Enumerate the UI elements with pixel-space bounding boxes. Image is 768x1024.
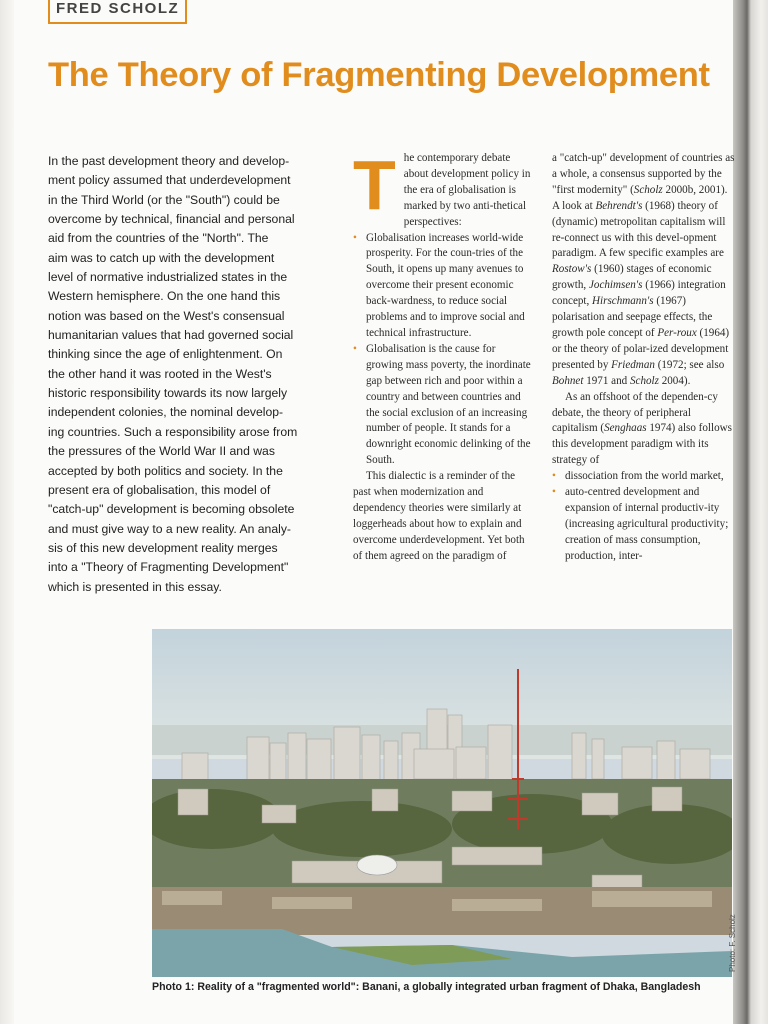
article-title: The Theory of Fragmenting Development — [48, 56, 710, 94]
col3-paragraph-2: As an offshoot of the dependen-cy debate, the theory of peripheral capitalism (Senghaas 1974) also follows this development paradigm with its strategy of — [552, 390, 732, 467]
author-tab: FRED SCHOLZ — [48, 0, 187, 24]
col2-paragraph: This dialectic is a reminder of the past when modernization and dependency theories were similarly at loggerheads about how to explain and overcome underdevelopment. Yet both of them agreed on the paradigm of — [353, 470, 525, 562]
col3-bullet-list — [552, 469, 736, 564]
body-column-3 — [552, 151, 736, 565]
page-binding-edge — [733, 0, 768, 1024]
drop-cap: T — [353, 146, 396, 224]
col2-opening: he contemporary debate about development policy in the era of globalisation is marked by two anti-thetical perspectives: — [403, 152, 531, 228]
col3-bullet-2: • auto-centred development and expansion of internal productiv-ity (increasing agricultural productivity; creation of mass consumption, production, inter- — [552, 485, 736, 565]
photo-caption: Photo 1: Reality of a "fragmented world": Banani, a globally integrated urban fragment of Dhaka, Bangladesh — [152, 981, 701, 993]
col3-bullet-1: • dissociation from the world market, — [552, 469, 736, 485]
dhaka-skyline-photo — [152, 629, 732, 977]
col2-bullet-list — [353, 231, 533, 470]
col2-bullet-1: • Globalisation increases world-wide prosperity. For the coun-tries of the South, it opens up many avenues to overcome their present economic back-wardness, to reduce social problems and to improve social and technical infrastructure. — [353, 231, 533, 342]
photo-illustration — [152, 629, 732, 977]
photo-credit: Photo: F. Scholz — [728, 914, 737, 972]
col2-bullet-2: • Globalisation is the cause for growing mass poverty, the inordinate gap between rich and poor within a country and between countries and the social exclusion of an increasing number of people. It stands for a downright economic delinking of the South. — [353, 342, 533, 469]
page-left-margin — [0, 0, 14, 1024]
col3-paragraph-1: a "catch-up" development of countries as a whole, a consensus supported by the "first modernity" (Scholz 2000b, 2001). A look at Behrendt's (1968) theory of (dynamic) metropolitan capitalism will re-connect us with this devel-opment paradigm. A few specific examples are Rostow's (1960) stages of economic growth, Jochimsen's (1966) integration concept, Hirschmann's (1967) polarisation and seepage effects, the growth pole concept of Per-roux (1964) or the theory of polar-ized development presented by Friedman (1972; see also Bohnet 1971 and Scholz 2004). — [552, 152, 735, 387]
intro-paragraph: In the past development theory and develop- ment policy assumed that underdevelopment in the Third World (or the "South") could be overcome by technical, financial and personal aid from the countries of the "North". The aim was to catch up with the development level of normative industrialized states in the Western hemisphere. On the one hand this notion was based on the West's consensual humanitarian values that had governed social thinking since the age of enlightenment. On the other hand it was rooted in the West's historic responsibility towards its now largely independent colonies, the nominal develop- ing countries. Such a responsibility arose from the pressures of the World War II and was accepted by both politics and society. In the present era of globalisation, this model of "catch-up" development is becoming obsolete and must give way to a new reality. An analy- sis of this new development reality merges into a "Theory of Fragmenting Development" which is presented in this essay. — [48, 154, 298, 594]
body-column-2 — [353, 146, 533, 565]
